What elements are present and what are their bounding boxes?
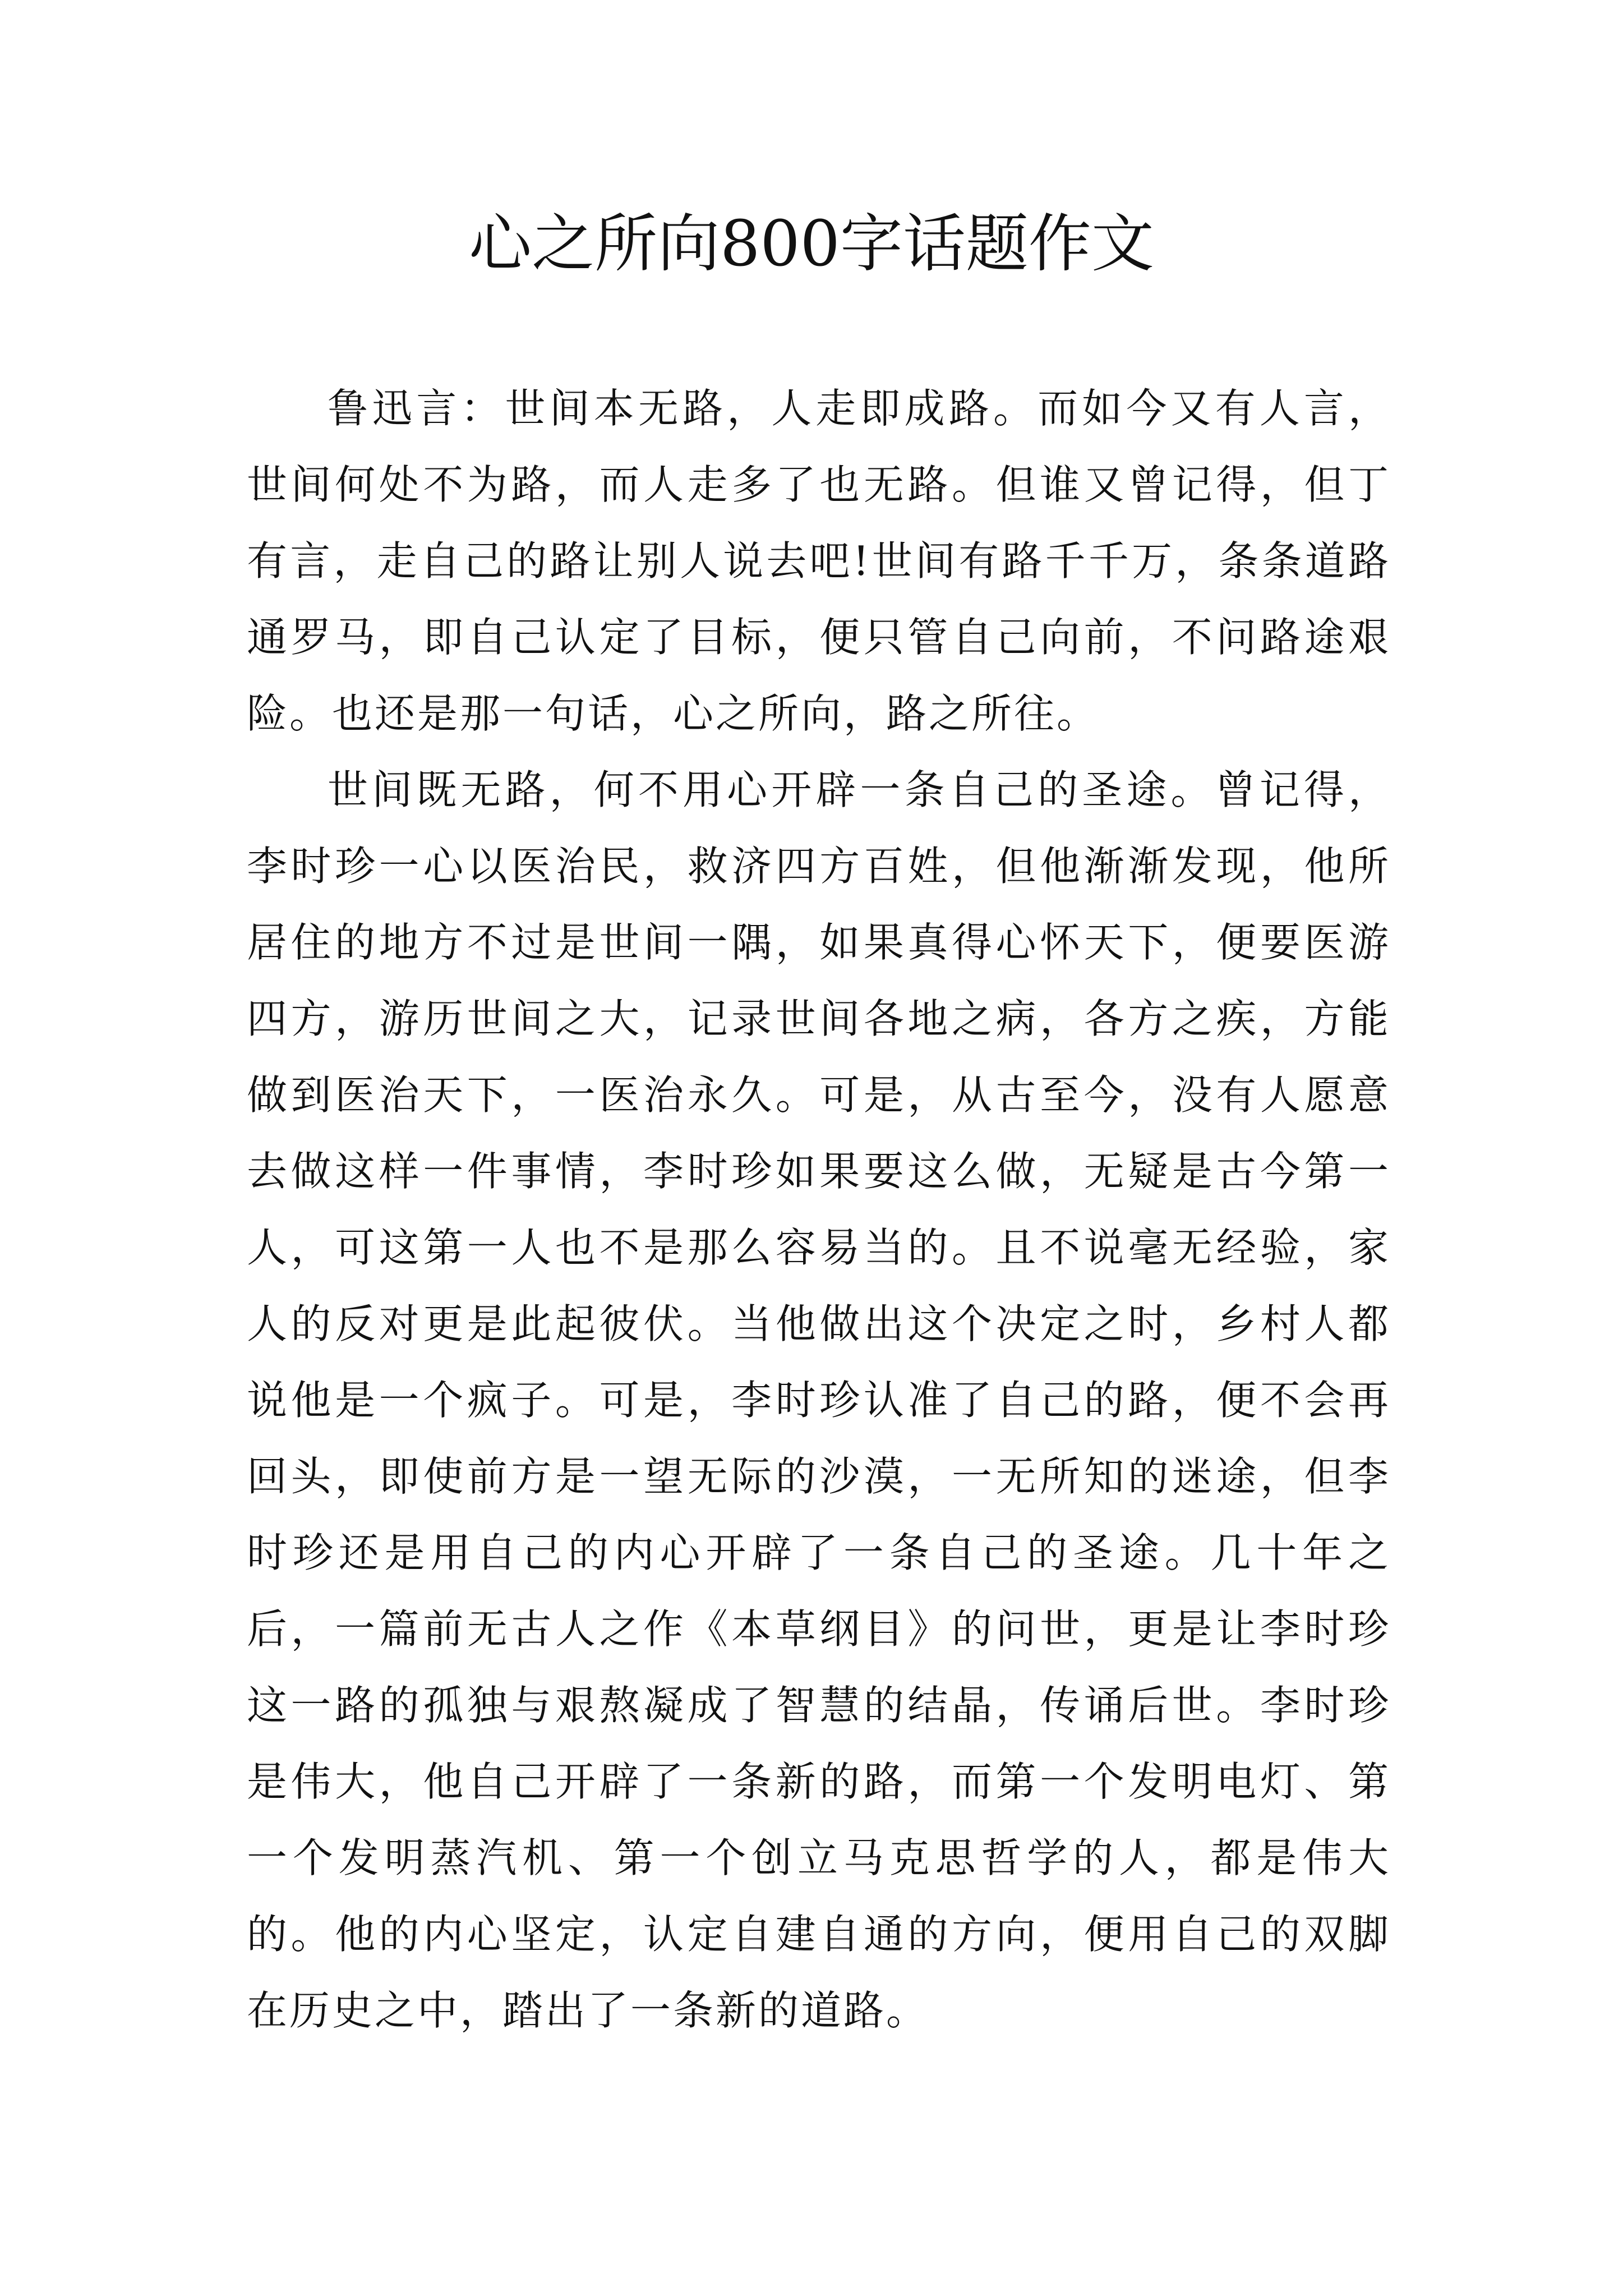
paragraph-2: 世间既无路，何不用心开辟一条自己的圣途。曾记得，李时珍一心以医治民，救济四方百姓，但他渐渐发现，他所居住的地方不过是世间一隅，如果真得心怀天下，便要医游四方，游历世间之大，记录世间各地之病，各方之疾，方能做到医治天下，一医治永久。可是，从古至今，没有人愿意去做这样一件事情，李时珍如果要这么做，无疑是古今第一人，可这第一人也不是那么容易当的。且不说毫无经验，家人的反对更是此起彼伏。当他做出这个决定之时，乡村人都说他是一个疯子。可是，李时珍认准了自己的路，便不会再回头，即使前方是一望无际的沙漠，一无所知的迷途，但李时珍还是用自己的内心开辟了一条自己的圣途。几十年之后，一篇前无古人之作《本草纲目》的问世，更是让李时珍这一路的孤独与艰熬凝成了智慧的结晶，传诵后世。李时珍是伟大，他自己开辟了一条新的路，而第一个发明电灯、第一个发明蒸汽机、第一个创立马克思哲学的人，都是伟大的。他的内心坚定，认定自建自通的方向，便用自己的双脚在历史之中，踏出了一条新的道路。 [247,766,1391,2034]
document-title: 心之所向800字话题作文 [469,208,1154,280]
paragraph-1: 鲁迅言：世间本无路，人走即成路。而如今又有人言，世间何处不为路，而人走多了也无路。但谁又曾记得，但丁有言，走自己的路让别人说去吧!世间有路千千万，条条道路通罗马，即自己认定了目标，便只管自己向前，不问路途艰险。也还是那一句话，心之所向，路之所往。 [247,385,1391,737]
document-body [247,370,1391,2049]
